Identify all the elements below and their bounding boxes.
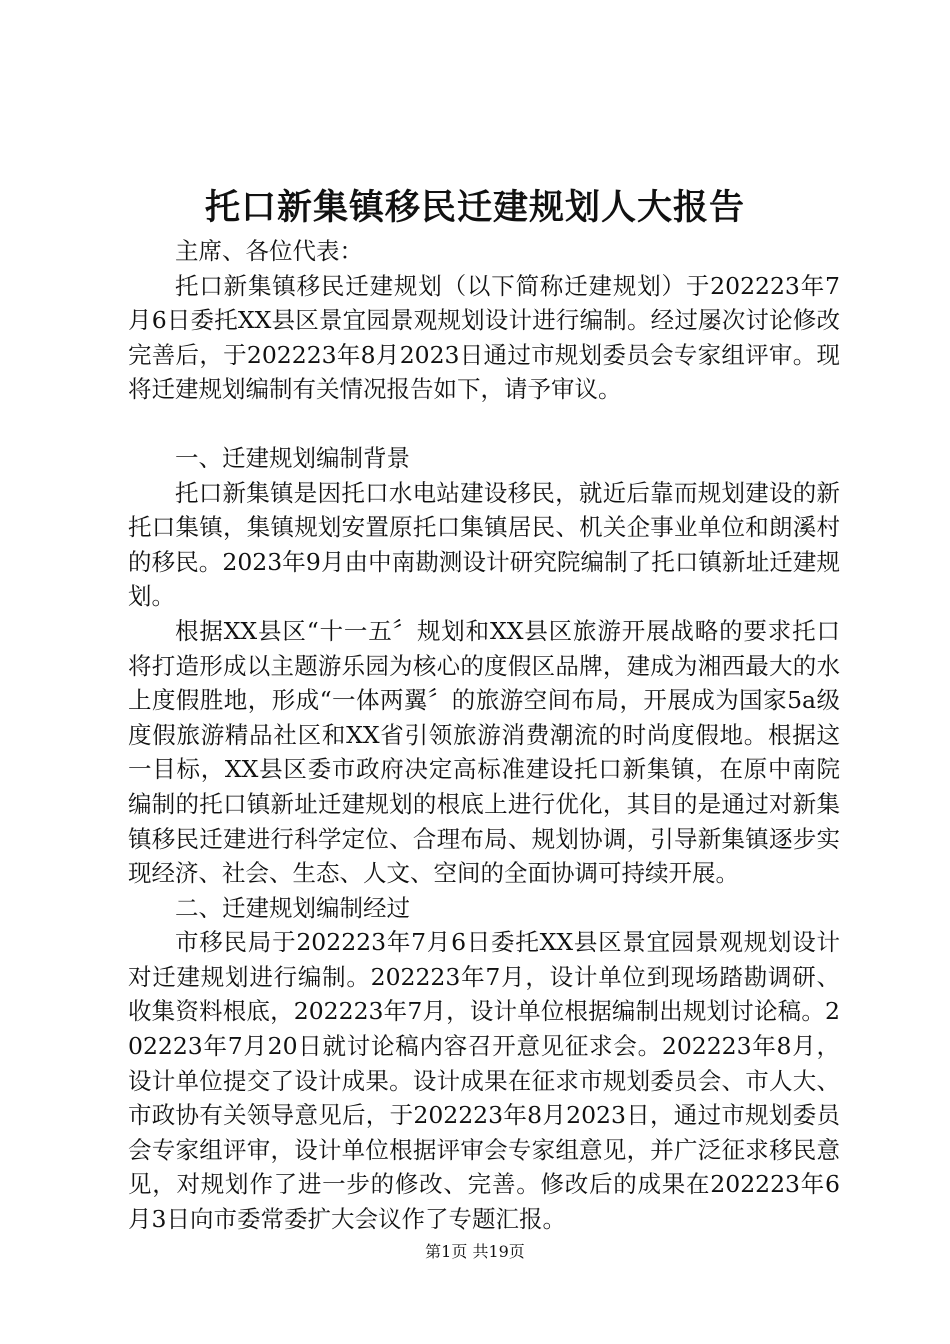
body-paragraph: 托口新集镇是因托口水电站建设移民，就近后靠而规划建设的新托口集镇，集镇规划安置原托口集镇居民、机关企事业单位和朗溪村的移民。2023年9月由中南勘测设计研究院编制了托口镇新址迁建规划。 — [128, 478, 840, 611]
body-paragraph: 根据XX县区“十一五〞规划和XX县区旅游开展战略的要求托口将打造形成以主题游乐园为核心的度假区品牌，建成为湘西最大的水上度假胜地，形成“一体两翼〞的旅游空间布局，开展成为国家5a级度假旅游精品社区和XX省引领旅游消费潮流的时尚度假地。根据这一目标，XX县区委市政府决定高标准建设托口新集镇，在原中南院编制的托口镇新址迁建规划的根底上进行优化，其目的是通过对新集镇移民迁建进行科学定位、合理布局、规划协调，引导新集镇逐步实现经济、社会、生态、人文、空间的全面协调可持续开展。 — [128, 616, 840, 888]
section-heading: 一、迁建规划编制背景 — [175, 443, 410, 472]
page-footer: 第1页 共19页 — [425, 1242, 525, 1261]
body-paragraph: 市移民局于202223年7月6日委托XX县区景宜园景观规划设计对迁建规划进行编制。202223年7月，设计单位到现场踏勘调研、收集资料根底，202223年7月，设计单位根据编制出规划讨论稿。202223年7月20日就讨论稿内容召开意见征求会。202223年8月，设计单位提交了设计成果。设计成果在征求市规划委员会、市人大、市政协有关领导意见后，于202223年8月2023日，通过市规划委员会专家组评审，设计单位根据评审会专家组意见，并广泛征求移民意见，对规划作了进一步的修改、完善。修改后的成果在202223年6月3日向市委常委扩大会议作了专题汇报。 — [128, 928, 840, 1234]
document-title: 托口新集镇移民迁建规划人大报告 — [204, 187, 745, 228]
salutation: 主席、各位代表： — [175, 237, 363, 265]
intro-paragraph: 托口新集镇移民迁建规划（以下简称迁建规划）于202223年7月6日委托XX县区景宜园景观规划设计进行编制。经过屡次讨论修改完善后，于202223年8月2023日通过市规划委员会专家组评审。现将迁建规划编制有关情况报告如下，请予审议。 — [128, 271, 840, 404]
section-heading: 二、迁建规划编制经过 — [175, 893, 410, 922]
document-body — [128, 234, 840, 1237]
